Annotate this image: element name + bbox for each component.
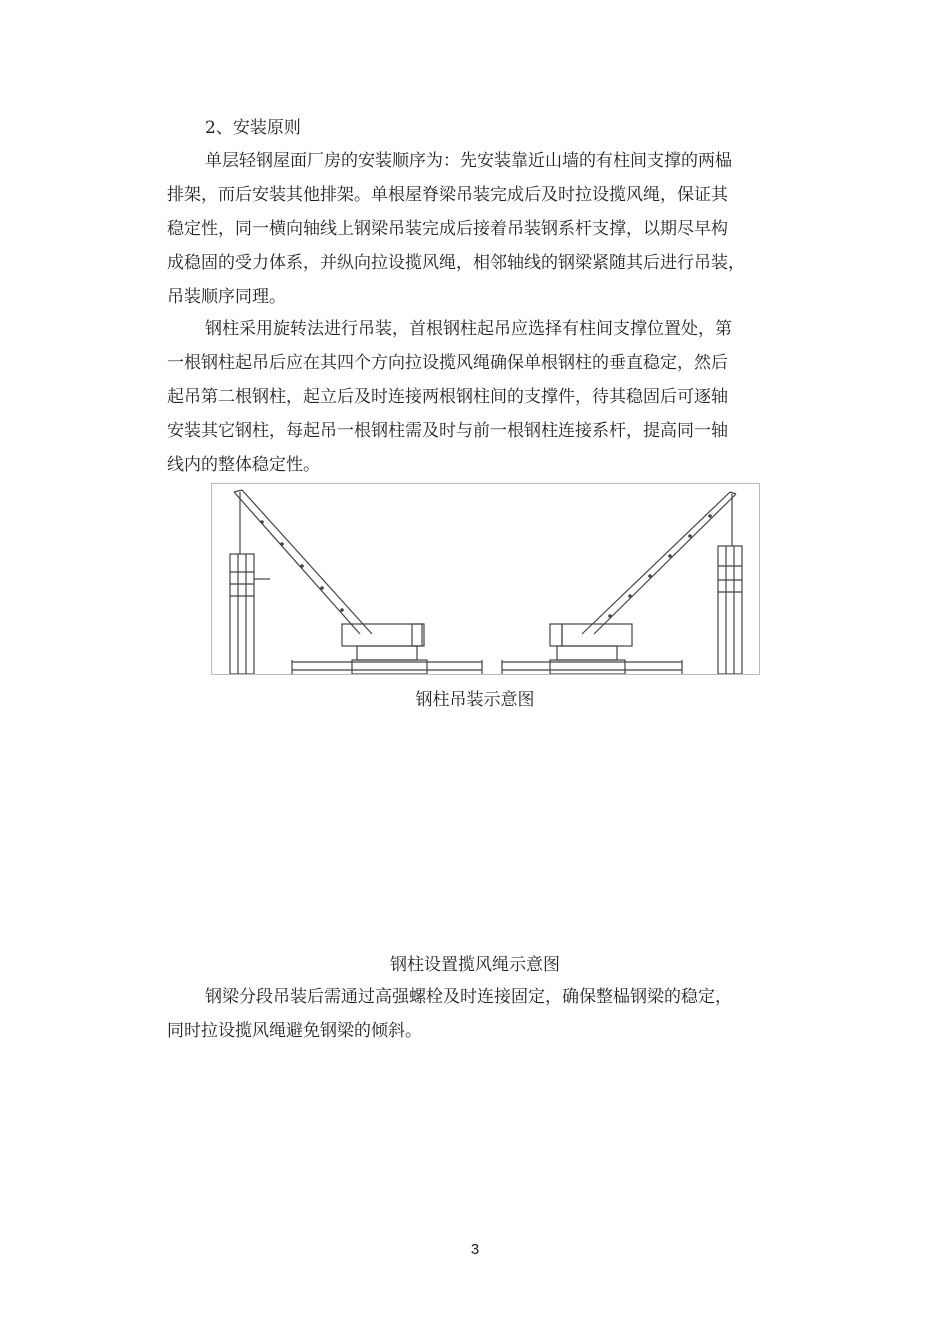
guy-rope-figure-caption: 钢柱设置揽风绳示意图 (390, 955, 560, 975)
paragraph-line: 稳定性，同一横向轴线上钢梁吊装完成后接着吊装钢系杆支撑，以期尽早构 (167, 219, 728, 239)
paragraph-line: 起吊第二根钢柱，起立后及时连接两根钢柱间的支撑件，待其稳固后可逐轴 (167, 387, 728, 407)
boom-lattice-marks (260, 514, 712, 618)
crane-diagram (212, 484, 760, 675)
paragraph-installation-sequence (167, 144, 807, 314)
paragraph-line: 单层轻钢屋面厂房的安装顺序为：先安装靠近山墙的有柱间支撑的两榀 (205, 151, 732, 171)
left-steel-column (230, 554, 270, 674)
paragraph-line: 安装其它钢柱，每起吊一根钢柱需及时与前一根钢柱连接系杆，提高同一轴 (167, 421, 728, 441)
paragraph-line: 线内的整体稳定性。 (167, 455, 320, 475)
paragraph-line: 同时拉设揽风绳避免钢梁的倾斜。 (167, 1021, 422, 1041)
paragraph-line: 成稳固的受力体系，并纵向拉设揽风绳，相邻轴线的钢梁紧随其后进行吊装， (167, 253, 745, 273)
section-heading: 2、安装原则 (205, 118, 301, 138)
right-steel-column (718, 546, 742, 674)
left-crane-boom (234, 490, 372, 634)
crane-figure-caption: 钢柱吊装示意图 (415, 690, 535, 710)
left-crane-body (292, 624, 482, 674)
paragraph-line: 钢柱采用旋转法进行吊装，首根钢柱起吊应选择有柱间支撑位置处，第 (205, 319, 732, 339)
paragraph-column-lifting (167, 312, 807, 482)
paragraph-line: 排架，而后安装其他排架。单根屋脊梁吊装完成后及时拉设揽风绳，保证其 (167, 185, 728, 205)
right-crane-body (502, 624, 682, 674)
paragraph-line: 钢梁分段吊装后需通过高强螺栓及时连接固定，确保整榀钢梁的稳定， (205, 987, 732, 1007)
paragraph-line: 一根钢柱起吊后应在其四个方向拉设揽风绳确保单根钢柱的垂直稳定，然后 (167, 353, 728, 373)
right-crane-boom (582, 492, 736, 634)
page-number: 3 (470, 1241, 480, 1258)
paragraph-beam-connection (167, 980, 807, 1048)
paragraph-line: 吊装顺序同理。 (167, 287, 286, 307)
crane-lifting-figure (211, 483, 760, 675)
